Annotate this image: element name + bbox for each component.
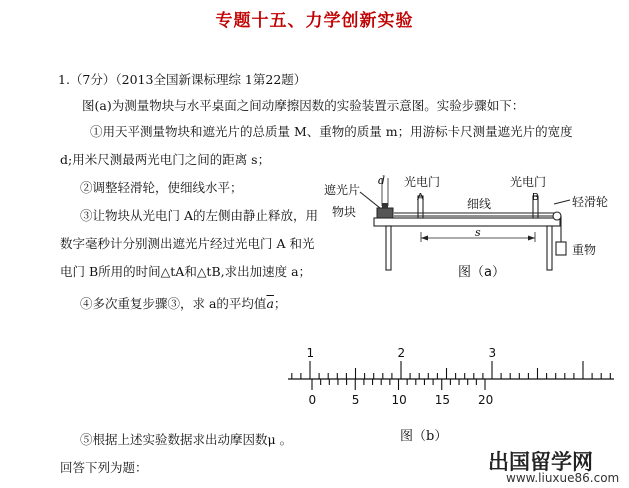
vernier-tick-label: 0 bbox=[308, 393, 317, 407]
label-pulley: 轻滑轮 bbox=[572, 195, 609, 209]
step3-line1: ③让物块从光电门 A的左侧由静止释放，用 bbox=[80, 208, 319, 223]
pulley bbox=[553, 212, 561, 220]
label-photogate-b: 光电门 bbox=[510, 175, 547, 189]
step1-line1: ①用天平测量物块和遮光片的总质量 M、重物的质量 m；用游标卡尺测量遮光片的宽度 bbox=[90, 124, 573, 139]
question-header: 1.（7分）（2013全国新课标理综 1第22题） bbox=[58, 72, 307, 87]
vernier-tick-label: 20 bbox=[478, 393, 494, 407]
a-bar-symbol: $\overline{a}$ bbox=[266, 296, 274, 311]
question-intro: 图(a)为测量物块与水平桌面之间动摩擦因数的实验装置示意图。实验步骤如下： bbox=[82, 98, 525, 113]
label-photogate-a: 光电门 bbox=[404, 175, 441, 189]
hanging-weight bbox=[556, 242, 566, 255]
vernier-tick-label: 5 bbox=[351, 393, 360, 407]
step1-line2: d;用米尺测最两光电门之间的距离 s； bbox=[60, 152, 271, 167]
step3-line3: 电门 B所用的时间△tA和△tB,求出加速度 a； bbox=[60, 264, 312, 279]
label-s: s bbox=[475, 226, 481, 239]
page-title: 专题十五、力学创新实验 bbox=[215, 11, 414, 31]
step4-text: ④多次重复步骤③，求 a的平均值 bbox=[80, 296, 267, 311]
step4 bbox=[80, 296, 286, 312]
label-d: d bbox=[378, 174, 386, 187]
caption-b: 图（b） bbox=[400, 429, 448, 444]
main-scale bbox=[292, 346, 611, 379]
main-tick-label: 3 bbox=[488, 346, 497, 360]
label-block: 物块 bbox=[332, 205, 357, 219]
main-tick-label: 1 bbox=[306, 346, 315, 360]
watermark-name: 出国留学网 bbox=[488, 450, 593, 474]
table-leg-right bbox=[547, 226, 552, 270]
label-shade: 遮光片 bbox=[324, 183, 361, 197]
figure-a bbox=[322, 172, 622, 284]
step4-tail: ； bbox=[273, 296, 287, 311]
figure-b bbox=[288, 328, 618, 446]
block bbox=[377, 208, 393, 218]
label-B: B bbox=[532, 192, 539, 203]
step3-line2: 数字毫秒计分别测出遮光片经过光电门 A 和光 bbox=[60, 236, 315, 251]
main-tick-label: 2 bbox=[397, 346, 406, 360]
vernier-scale bbox=[309, 379, 494, 407]
label-A: A bbox=[417, 192, 424, 203]
table-leg-left bbox=[386, 226, 391, 270]
vernier-tick-label: 15 bbox=[434, 393, 451, 407]
caption-a: 图（a） bbox=[458, 265, 505, 280]
watermark-url: www.liuxue86.com bbox=[506, 471, 620, 485]
label-weight: 重物 bbox=[572, 243, 597, 257]
pointer-pulley bbox=[554, 200, 570, 204]
shade-plate bbox=[382, 203, 388, 208]
step5: ⑤根据上述实验数据求出动摩因数μ 。 bbox=[80, 432, 293, 447]
table-top bbox=[374, 218, 560, 226]
answer-prompt: 回答下列为题： bbox=[60, 460, 148, 475]
vernier-tick-label: 10 bbox=[391, 393, 407, 407]
pointer-shade bbox=[360, 192, 380, 208]
step2: ②调整轻滑轮，使细线水平； bbox=[80, 180, 243, 195]
label-string: 细线 bbox=[467, 197, 492, 211]
